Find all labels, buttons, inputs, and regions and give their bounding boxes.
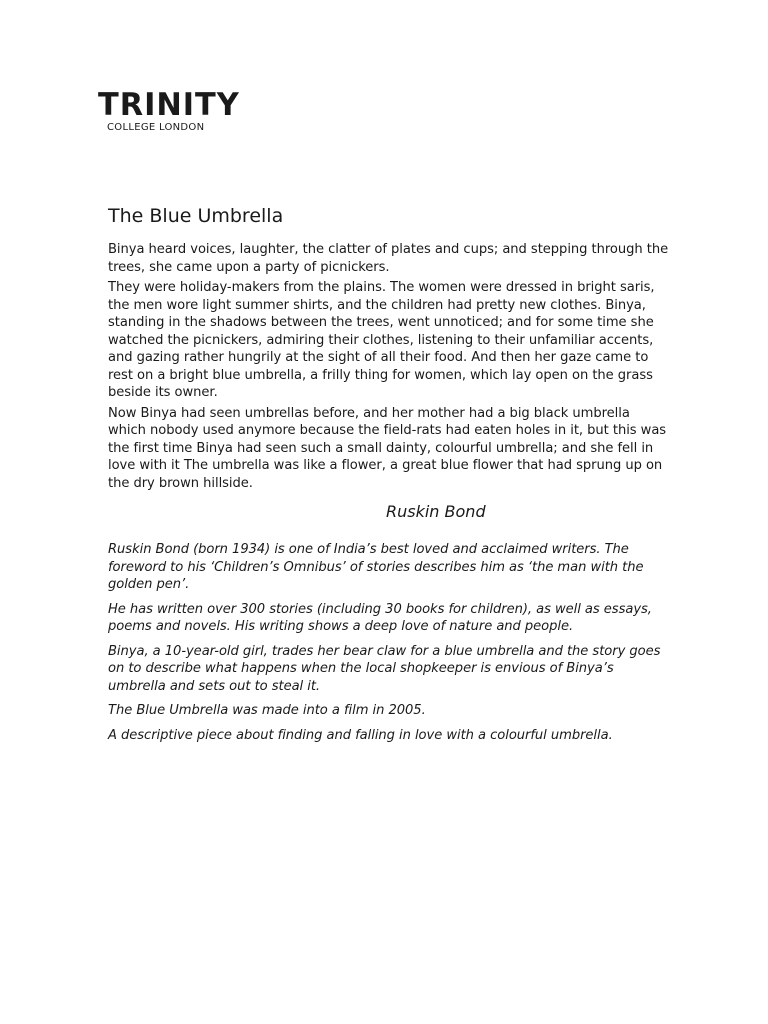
author-name: Ruskin Bond	[386, 502, 486, 521]
logo-subtitle: COLLEGE LONDON	[107, 122, 205, 133]
logo-wordmark: TRINITY	[98, 87, 240, 123]
document-title: The Blue Umbrella	[108, 205, 284, 227]
bio-paragraph-4: The Blue Umbrella was made into a film in 2005.	[108, 703, 426, 718]
story-paragraph-1: Binya heard voices, laughter, the clatter of plates and cups; and stepping through the trees, she came upon a party of picnickers.	[108, 242, 669, 275]
bio-paragraph-2: He has written over 300 stories (including 30 books for children), as well as essays, poems and novels. His writing shows a deep love of nature and people.	[108, 601, 652, 634]
document-body	[108, 203, 670, 751]
bio-paragraph-3: Binya, a 10-year-old girl, trades her bear claw for a blue umbrella and the story goes on to describe what happens when the local shopkeeper is envious of Binya’s umbrella and sets out to steal it.	[108, 643, 661, 694]
story-paragraph-2: They were holiday-makers from the plains. The women were dressed in bright saris, the men wore light summer shirts, and the children had pretty new clothes. Binya, standing in the shadows between the trees, went unnoticed; and for some time she watched the picnickers, admiring their clothes, listening to their unfamiliar accents, and gazing rather hungrily at the sight of all their food. And then her gaze came to rest on a bright blue umbrella, a frilly thing for women, which lay open on the grass beside its owner.	[108, 280, 655, 400]
bio-paragraph-5: A descriptive piece about finding and falling in love with a colourful umbrella.	[108, 727, 613, 743]
bio-paragraph-1: Ruskin Bond (born 1934) is one of India’s best loved and acclaimed writers. The foreword to his ‘Children’s Omnibus’ of stories describes him as ‘the man with the golden pen’.	[108, 542, 644, 592]
author-bio	[108, 541, 670, 744]
story-paragraph-3: Now Binya had seen umbrellas before, and her mother had a big black umbrella which nobody used anymore because the field-rats had eaten holes in it, but this was the first time Binya had seen such a small dainty, colourful umbrella; and she fell in love with it The umbrella was like a flower, a great blue flower that had sprung up on the dry brown hillside.	[108, 405, 667, 491]
trinity-logo	[98, 88, 258, 134]
